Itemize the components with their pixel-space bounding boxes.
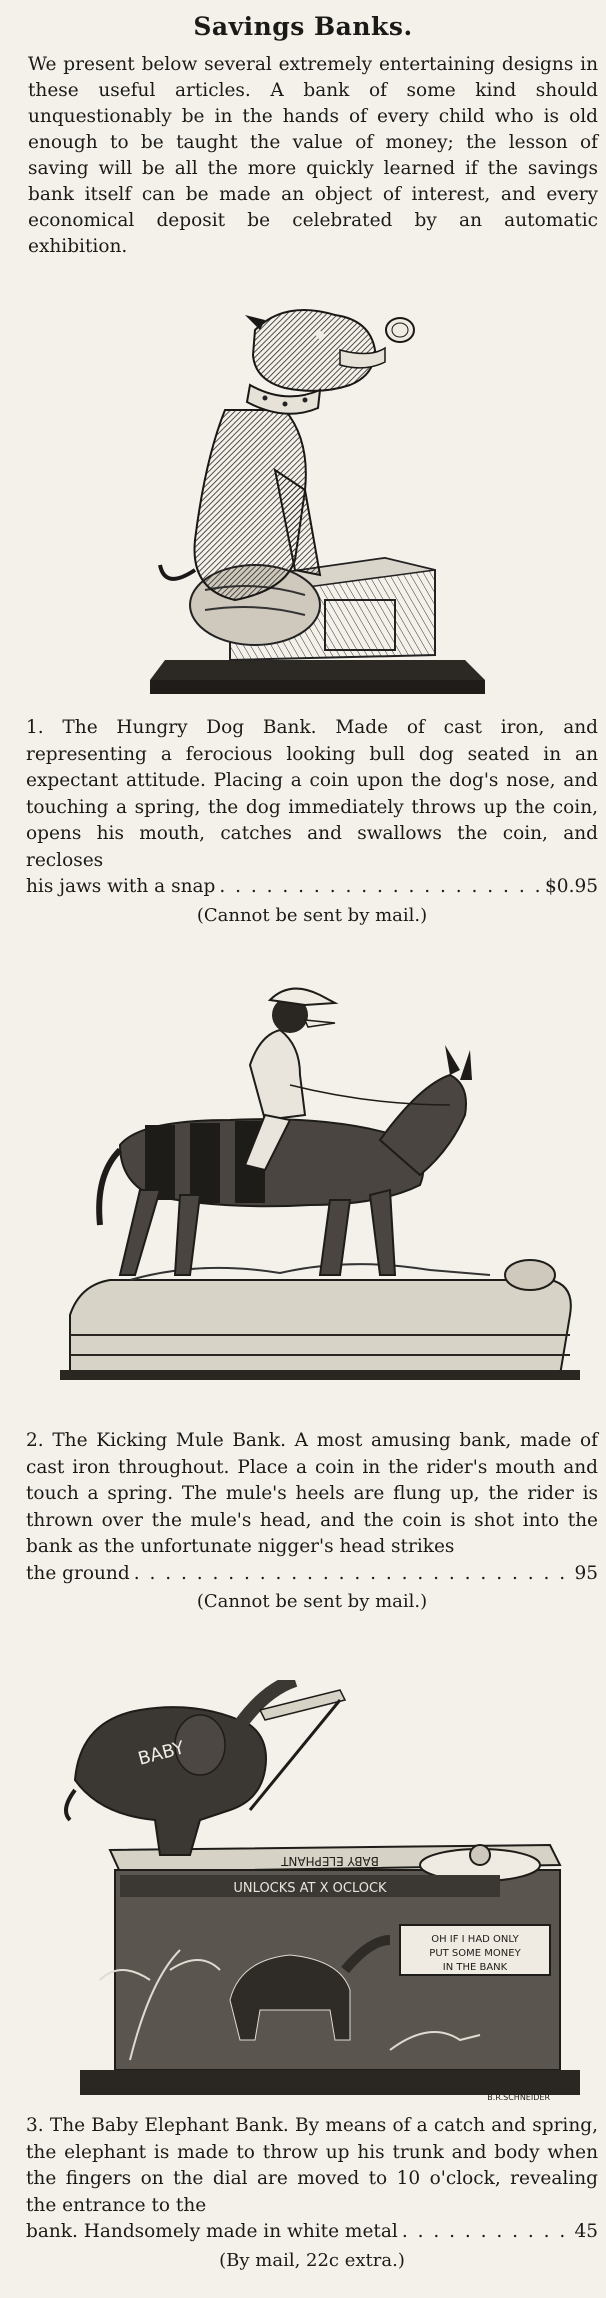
item-2-body: 2. The Kicking Mule Bank. A most amusing bank, made of cast iron throughout. Place a coin in the rider's mouth and touch a spring. The mule's heels are flung up, the rider is thrown over the mule's head, and the coin is shot into the bank as the unfortunate nigger's head strikes [26, 1430, 598, 1557]
item-1-price-line [26, 874, 598, 901]
intro-paragraph: We present below several extremely entertaining designs in these useful articles. A bank of some kind should unquestionably be in the hands of every child who is old enough to be taught the value of money; the lesson of saving will be all the more quickly learned if the savings bank itself can be made an object of interest, and every economical deposit be celebrated by an automatic exhibition. [28, 54, 598, 257]
item-2-shipping-note: (Cannot be sent by mail.) [196, 1591, 428, 1612]
leader-dots [219, 874, 541, 901]
item-1-last-line: his jaws with a snap [26, 876, 216, 897]
speech-box-line-2: PUT SOME MONEY [429, 1948, 521, 1959]
item-1-body: 1. The Hungry Dog Bank. Made of cast iron, and representing a ferocious looking bull dog seated in an expectant attitude. Placing a coin upon the dog's nose, and touching a spring, the dog immediately throws up the coin, opens his mouth, catches and swallows the coin, and recloses [26, 717, 598, 871]
bank-top-lettering: BABY ELEPHANT [281, 1854, 379, 1868]
speech-box-line-1: OH IF I HAD ONLY [431, 1934, 519, 1945]
hungry-dog-bank-illustration [135, 290, 495, 710]
item-2-last-line: the ground [26, 1562, 130, 1584]
item-3-shipping-note: (By mail, 22c extra.) [219, 2249, 405, 2271]
item-3-description [26, 2113, 598, 2274]
kicking-mule-bank-illustration [50, 975, 580, 1425]
item-1-shipping-note: (Cannot be sent by mail.) [196, 904, 428, 926]
item-1-description [26, 715, 598, 929]
bank-front-lettering: UNLOCKS AT X OCLOCK [233, 1881, 387, 1896]
item-2-price: 95 [574, 1562, 598, 1584]
item-3-body: 3. The Baby Elephant Bank. By means of a catch and spring, the elephant is made to throw up his trunk and body when the fingers on the dial are moved to 10 o'clock, revealing the entrance to the [26, 2115, 598, 2216]
page-title: Savings Banks. [193, 12, 413, 41]
speech-box-line-3: IN THE BANK [442, 1962, 508, 1973]
item-2-description [26, 1428, 598, 1616]
leader-dots [402, 2219, 571, 2246]
elephant-body-lettering: BABY [135, 1737, 187, 1770]
leader-dots [134, 1561, 571, 1588]
item-2-price-line [26, 1561, 598, 1588]
item-1-price: $0.95 [545, 876, 598, 897]
engraver-signature: B.R.SCHNEIDER [487, 2093, 550, 2102]
item-3-last-line: bank. Handsomely made in white metal [26, 2221, 398, 2242]
baby-elephant-bank-illustration [60, 1680, 580, 2105]
item-3-price-line [26, 2219, 598, 2246]
item-3-price: 45 [574, 2221, 598, 2242]
